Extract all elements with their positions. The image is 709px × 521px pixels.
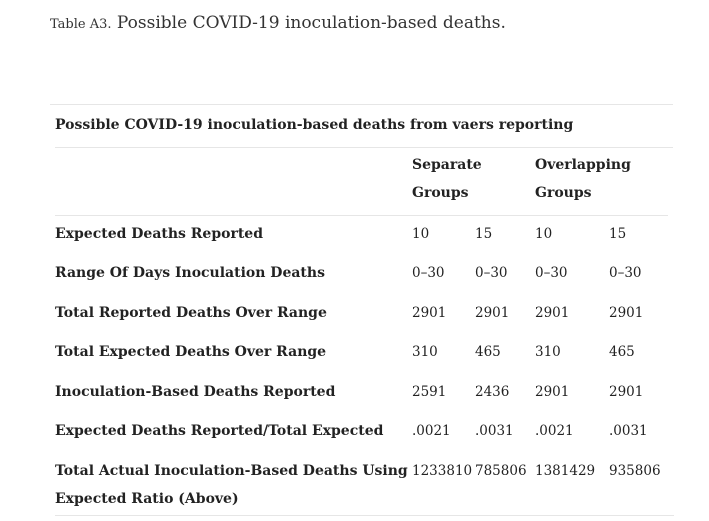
table-cell: 310 xyxy=(412,344,438,360)
table-cell: 0–30 xyxy=(412,265,445,281)
table-cell: 2901 xyxy=(535,304,570,321)
table-cell: .0021 xyxy=(412,423,451,439)
table-cell: 2901 xyxy=(609,304,644,321)
table-cell: .0031 xyxy=(475,423,514,439)
table-cell: 2436 xyxy=(475,383,510,400)
table-cell: 0–30 xyxy=(535,265,568,281)
table-cell: 935806 xyxy=(609,462,661,479)
table-row xyxy=(55,295,668,335)
table-cell: 10 xyxy=(412,226,430,242)
table-cell: 0–30 xyxy=(475,265,508,281)
data-table xyxy=(55,148,668,513)
row-label: Total Expected Deaths Over Range xyxy=(55,344,327,360)
row-label: Inoculation-Based Deaths Reported xyxy=(55,383,336,400)
table-cell: 10 xyxy=(535,226,553,242)
table-header-row xyxy=(55,148,668,216)
table-cell: 2901 xyxy=(609,383,644,400)
row-label: Total Reported Deaths Over Range xyxy=(55,304,327,321)
table-cell: 15 xyxy=(609,226,627,242)
table-cell: 1233810 xyxy=(412,462,473,479)
table-row xyxy=(55,413,668,453)
header-separate-groups: Separate Groups xyxy=(412,148,535,216)
table-row xyxy=(55,374,668,414)
table-cell: 15 xyxy=(475,226,493,242)
table-cell: 2901 xyxy=(475,304,510,321)
table-cell: .0031 xyxy=(609,423,648,439)
table-bottom-divider xyxy=(55,515,674,516)
table-cell: 310 xyxy=(535,344,561,360)
data-table-container xyxy=(50,104,673,516)
table-caption xyxy=(50,13,506,33)
table-cell: 785806 xyxy=(475,462,527,479)
header-overlapping-groups: Overlapping Groups xyxy=(535,148,668,216)
table-row xyxy=(55,216,668,256)
table-cell: 2591 xyxy=(412,383,447,400)
row-label: Range Of Days Inoculation Deaths xyxy=(55,265,325,281)
table-row xyxy=(55,334,668,374)
table-cell: 2901 xyxy=(412,304,447,321)
header-empty-cell xyxy=(55,148,412,216)
row-label: Expected Deaths Reported xyxy=(55,226,264,242)
row-label: Expected Deaths Reported/Total Expected xyxy=(55,423,384,439)
caption-title: Possible COVID-19 inoculation-based deaths. xyxy=(116,13,506,33)
table-cell: 2901 xyxy=(535,383,570,400)
table-cell: 1381429 xyxy=(535,462,596,479)
row-label: Total Actual Inoculation-Based Deaths Using Expected Ratio (Above) xyxy=(55,462,408,507)
table-title: Possible COVID-19 inoculation-based deaths from vaers reporting xyxy=(50,104,673,147)
table-cell: .0021 xyxy=(535,423,574,439)
table-cell: 465 xyxy=(475,344,501,360)
table-cell: 0–30 xyxy=(609,265,642,281)
table-row xyxy=(55,453,668,513)
table-cell: 465 xyxy=(609,344,635,360)
table-row xyxy=(55,255,668,295)
caption-label: Table A3. xyxy=(50,17,112,32)
